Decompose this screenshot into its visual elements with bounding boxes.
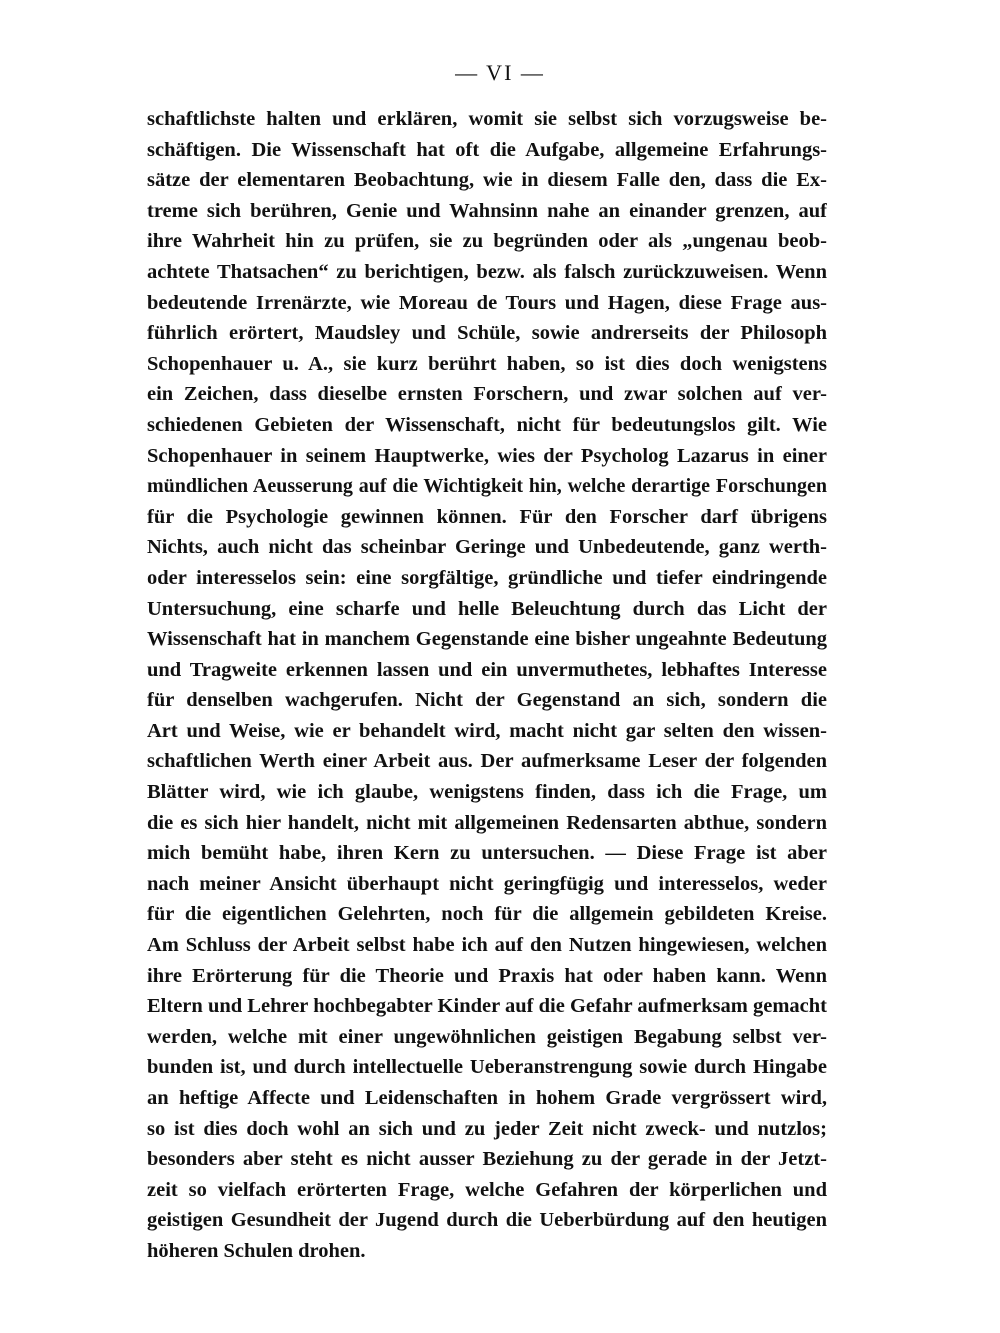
text-line: Art und Weise, wie er behandelt wird, macht nicht gar selten den wissen-	[147, 719, 827, 742]
body-paragraph	[147, 104, 827, 1267]
text-line: schaftlichen Werth einer Arbeit aus. Der aufmerksame Leser der folgenden	[147, 750, 827, 773]
text-line: Schopenhauer in seinem Hauptwerke, wies der Psycholog Lazarus in einer	[147, 444, 827, 467]
text-line: schaftlichste halten und erklären, womit sie selbst sich vorzugsweise be-	[147, 108, 827, 130]
text-line: mich bemüht habe, ihren Kern zu untersuchen. — Diese Frage ist aber	[147, 842, 827, 865]
text-line: mündlichen Aeusserung auf die Wichtigkeit hin, welche derartige Forschungen	[147, 475, 827, 498]
text-line: Eltern und Lehrer hochbegabter Kinder auf die Gefahr aufmerksam gemacht	[147, 995, 827, 1018]
text-line: für die eigentlichen Gelehrten, noch für die allgemein gebildeten Kreise.	[147, 903, 827, 926]
page-number: — VI —	[455, 60, 545, 85]
text-line: Blätter wird, wie ich glaube, wenigstens finden, dass ich die Frage, um	[147, 781, 827, 804]
text-line: besonders aber steht es nicht ausser Beziehung zu der gerade in der Jetzt-	[147, 1148, 827, 1171]
text-line: bedeutende Irrenärzte, wie Moreau de Tours und Hagen, diese Frage aus-	[147, 291, 827, 314]
text-line: schiedenen Gebieten der Wissenschaft, nicht für bedeutungslos gilt. Wie	[147, 413, 827, 436]
text-line: so ist dies doch wohl an sich und zu jeder Zeit nicht zweck- und nutzlos;	[147, 1117, 827, 1140]
text-line: die es sich hier handelt, nicht mit allgemeinen Redensarten abthue, sondern	[147, 811, 827, 834]
text-line: Schopenhauer u. A., sie kurz berührt haben, so ist dies doch wenigstens	[147, 352, 827, 375]
text-line: für denselben wachgerufen. Nicht der Gegenstand an sich, sondern die	[147, 689, 827, 712]
text-line: geistigen Gesundheit der Jugend durch die Ueberbürdung auf den heutigen	[147, 1209, 827, 1232]
text-line: führlich erörtert, Maudsley und Schüle, sowie andrerseits der Philosoph	[147, 322, 827, 345]
text-line: Am Schluss der Arbeit selbst habe ich auf den Nutzen hingewiesen, welchen	[147, 934, 827, 957]
text-line: höheren Schulen drohen.	[147, 1239, 366, 1262]
text-line: oder interesselos sein: eine sorgfältige, gründliche und tiefer eindringende	[147, 566, 827, 589]
text-line: nach meiner Ansicht überhaupt nicht geringfügig und interesselos, weder	[147, 872, 827, 895]
text-line: für die Psychologie gewinnen können. Für den Forscher darf übrigens	[147, 505, 827, 528]
text-line: werden, welche mit einer ungewöhnlichen geistigen Begabung selbst ver-	[147, 1025, 827, 1048]
text-line: Untersuchung, eine scharfe und helle Beleuchtung durch das Licht der	[147, 597, 827, 620]
text-line: zeit so vielfach erörterten Frage, welche Gefahren der körperlichen und	[147, 1178, 827, 1201]
text-line: bunden ist, und durch intellectuelle Ueberanstrengung sowie durch Hingabe	[147, 1056, 827, 1079]
text-line: achtete Thatsachen“ zu berichtigen, bezw. als falsch zurückzuweisen. Wenn	[147, 260, 827, 283]
text-line: ihre Erörterung für die Theorie und Praxis hat oder haben kann. Wenn	[147, 964, 827, 987]
text-line: und Tragweite erkennen lassen und ein unvermuthetes, lebhaftes Interesse	[147, 658, 827, 681]
text-line: Wissenschaft hat in manchem Gegenstande eine bisher ungeahnte Bedeutung	[147, 628, 827, 651]
text-line: Nichts, auch nicht das scheinbar Geringe und Unbedeutende, ganz werth-	[147, 536, 827, 559]
text-line: schäftigen. Die Wissenschaft hat oft die Aufgabe, allgemeine Erfahrungs-	[147, 138, 827, 161]
text-line: ein Zeichen, dass dieselbe ernsten Forschern, und zwar solchen auf ver-	[147, 383, 827, 406]
text-line: sätze der elementaren Beobachtung, wie in diesem Falle den, dass die Ex-	[147, 169, 827, 192]
text-line: treme sich berühren, Genie und Wahnsinn nahe an einander grenzen, auf	[147, 199, 827, 222]
text-line: an heftige Affecte und Leidenschaften in hohem Grade vergrössert wird,	[147, 1087, 827, 1109]
text-line: ihre Wahrheit hin zu prüfen, sie zu begründen oder als „ungenau beob-	[147, 230, 827, 253]
